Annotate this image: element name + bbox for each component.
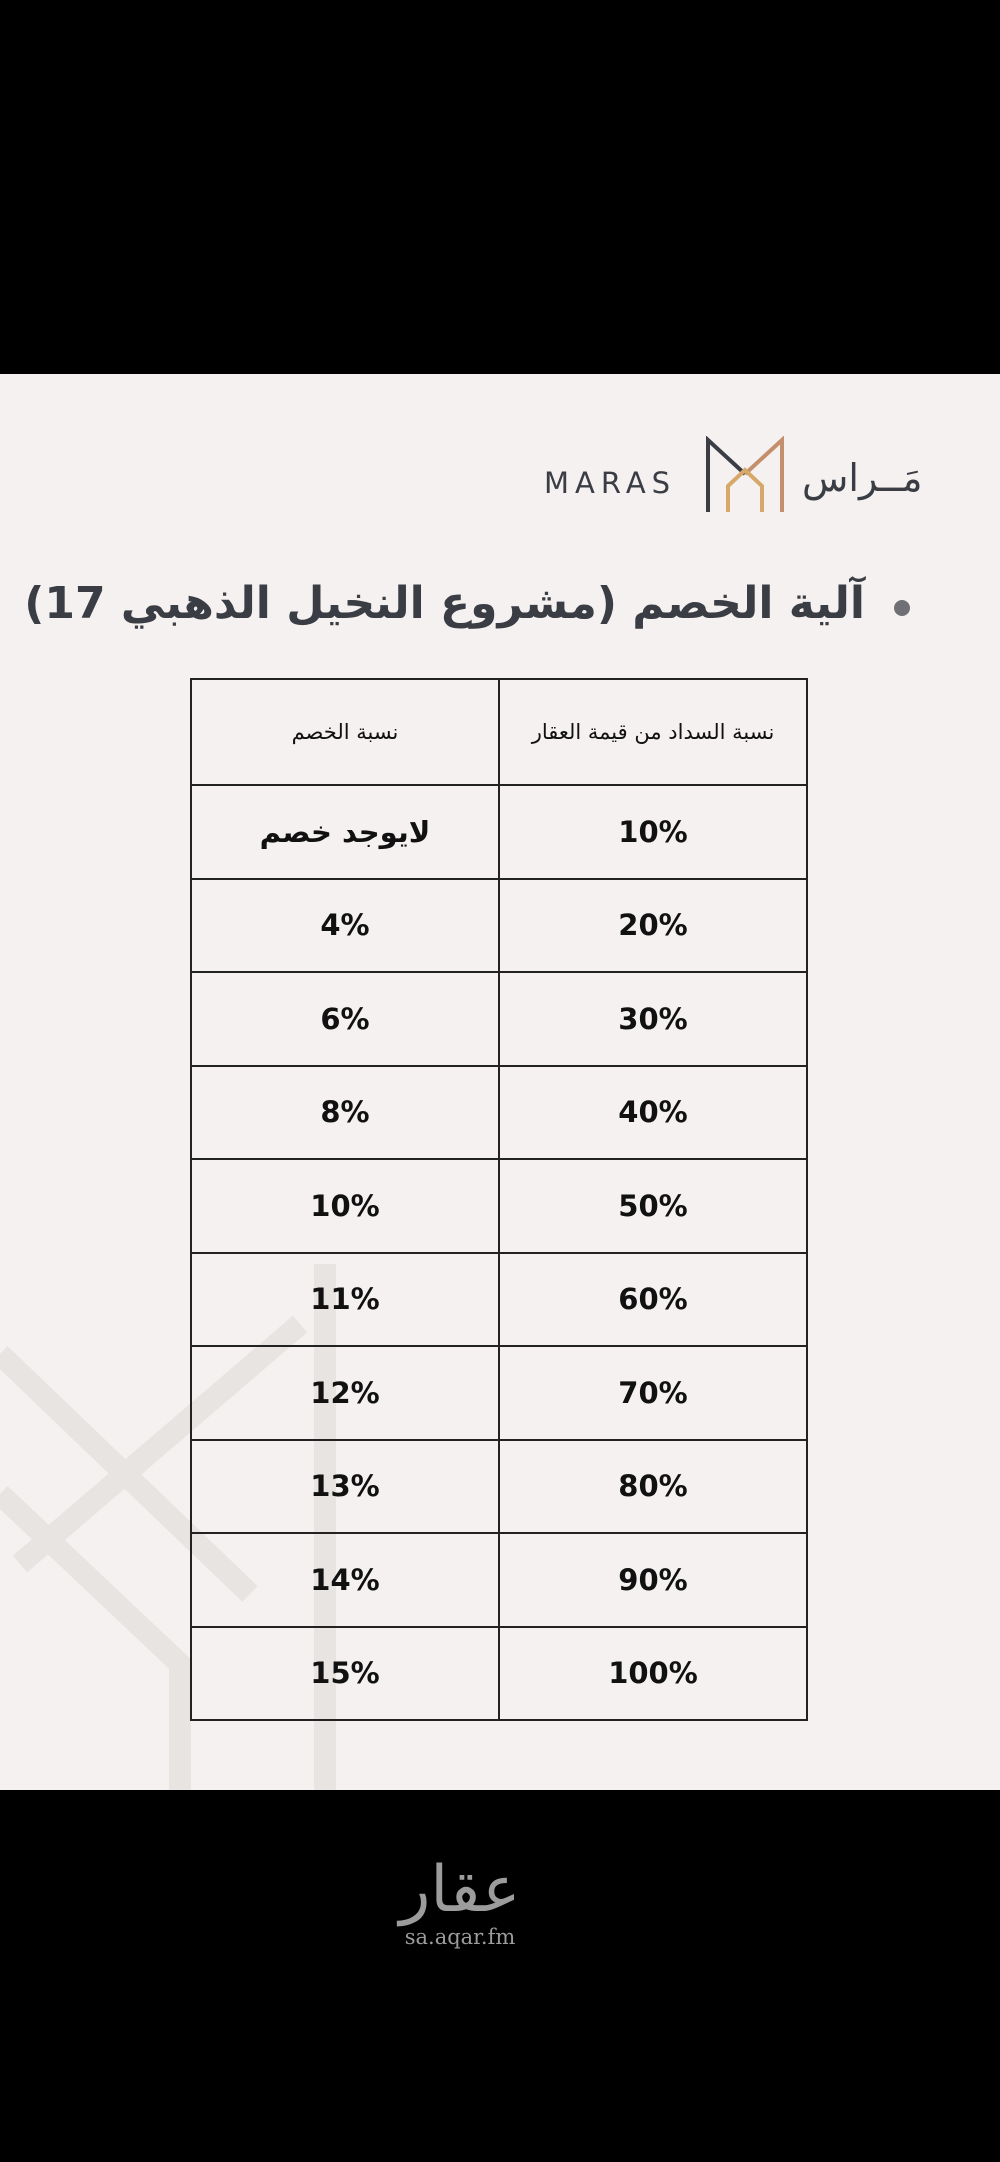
- payment-cell: 90%: [499, 1533, 807, 1627]
- payment-cell: 50%: [499, 1159, 807, 1253]
- aqar-watermark-logo: [380, 1855, 540, 1949]
- discount-cell: 4%: [191, 879, 499, 973]
- discount-cell: 12%: [191, 1346, 499, 1440]
- table-row: [191, 1346, 807, 1440]
- page-title: آلية الخصم (مشروع النخيل الذهبي 17): [24, 578, 865, 629]
- payment-cell: 60%: [499, 1253, 807, 1347]
- discount-cell: 15%: [191, 1627, 499, 1721]
- discount-slide: [0, 374, 1000, 1790]
- discount-cell: 13%: [191, 1440, 499, 1534]
- brand-name-en: MARAS: [544, 466, 677, 500]
- brand-name-ar: مَــراس: [802, 456, 923, 500]
- discount-cell: 6%: [191, 972, 499, 1066]
- table-row: [191, 1253, 807, 1347]
- table-row: [191, 879, 807, 973]
- table-row: [191, 1066, 807, 1160]
- table-row: [191, 1159, 807, 1253]
- discount-table: [190, 678, 808, 1721]
- table-row: [191, 972, 807, 1066]
- bullet-icon: [894, 600, 910, 616]
- payment-cell: 20%: [499, 879, 807, 973]
- brand-logo-icon: [704, 436, 786, 514]
- payment-cell: 80%: [499, 1440, 807, 1534]
- payment-cell: 100%: [499, 1627, 807, 1721]
- aqar-logo-text: عقار: [399, 1853, 521, 1927]
- discount-cell: لايوجد خصم: [191, 785, 499, 879]
- heading-row: [24, 574, 910, 644]
- payment-cell: 40%: [499, 1066, 807, 1160]
- payment-cell: 70%: [499, 1346, 807, 1440]
- payment-cell: 10%: [499, 785, 807, 879]
- discount-cell: 14%: [191, 1533, 499, 1627]
- table-row: [191, 1533, 807, 1627]
- discount-cell: 8%: [191, 1066, 499, 1160]
- table-header-row: [191, 679, 807, 785]
- discount-cell: 10%: [191, 1159, 499, 1253]
- aqar-url: sa.aqar.fm: [404, 1925, 516, 1949]
- header-discount: نسبة الخصم: [191, 679, 499, 785]
- header-payment: نسبة السداد من قيمة العقار: [499, 679, 807, 785]
- table-row: [191, 785, 807, 879]
- table-row: [191, 1440, 807, 1534]
- table-row: [191, 1627, 807, 1721]
- discount-cell: 11%: [191, 1253, 499, 1347]
- payment-cell: 30%: [499, 972, 807, 1066]
